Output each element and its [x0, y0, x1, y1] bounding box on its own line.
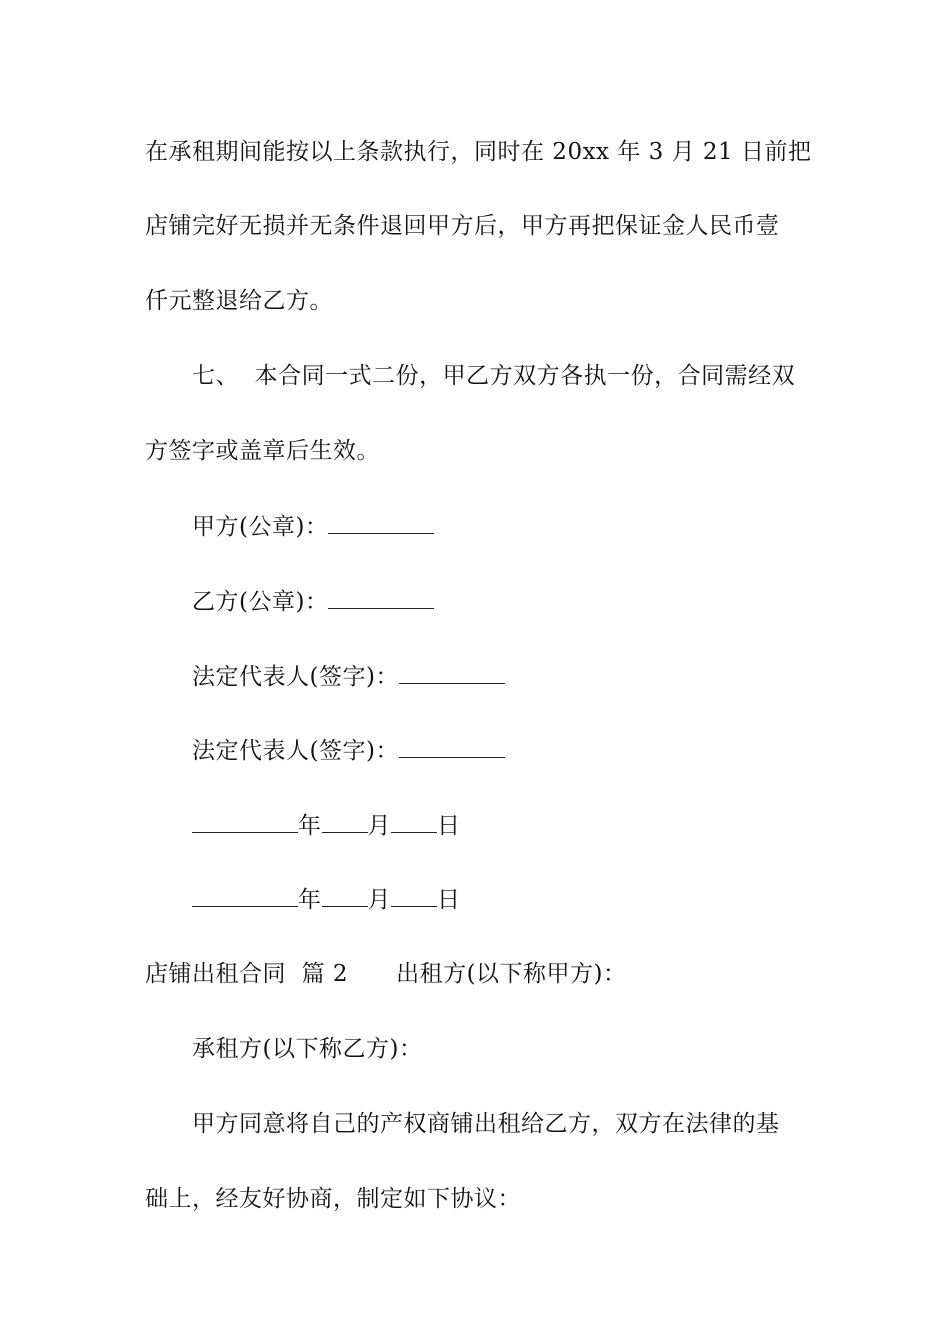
day-blank	[391, 884, 437, 907]
body-text-line: 在承租期间能按以上条款执行，同时在 20xx 年 3 月 21 日前把	[145, 139, 812, 165]
party-a-seal-blank	[328, 511, 434, 534]
month-blank	[322, 884, 368, 907]
year-blank	[192, 884, 298, 907]
day-label: 日	[437, 813, 461, 839]
lessor-label: 出租方(以下称甲方)：	[396, 961, 627, 987]
body-text-line: 甲方同意将自己的产权商铺出租给乙方，双方在法律的基	[192, 1111, 780, 1137]
legal-rep-blank	[399, 735, 505, 758]
body-text-line: 方签字或盖章后生效。	[145, 438, 380, 464]
day-blank	[391, 810, 437, 833]
month-blank	[322, 810, 368, 833]
party-b-seal-row	[192, 586, 434, 617]
date-row	[192, 810, 461, 841]
clause-seven-line: 七、 本合同一式二份，甲乙方双方各执一份，合同需经双	[192, 363, 796, 389]
year-label: 年	[298, 887, 322, 913]
party-a-seal-row	[192, 511, 434, 542]
party-a-seal-label: 甲方(公章)：	[192, 514, 329, 540]
date-row	[192, 884, 461, 915]
party-b-seal-blank	[328, 586, 434, 609]
lessee-label: 承租方(以下称乙方)：	[192, 1036, 423, 1062]
legal-rep-row	[192, 661, 505, 692]
party-b-seal-label: 乙方(公章)：	[192, 589, 329, 615]
section-title: 店铺出租合同 篇 2	[145, 961, 349, 987]
legal-rep-label: 法定代表人(签字)：	[192, 738, 399, 764]
body-text-line: 仟元整退给乙方。	[145, 288, 333, 314]
legal-rep-label: 法定代表人(签字)：	[192, 664, 399, 690]
legal-rep-row	[192, 735, 505, 766]
month-label: 月	[367, 813, 391, 839]
body-text-line: 础上，经友好协商，制定如下协议：	[145, 1186, 521, 1212]
section-heading-row	[145, 959, 627, 989]
year-label: 年	[298, 813, 322, 839]
year-blank	[192, 810, 298, 833]
day-label: 日	[437, 887, 461, 913]
body-text-line: 店铺完好无损并无条件退回甲方后，甲方再把保证金人民币壹	[145, 213, 780, 239]
month-label: 月	[367, 887, 391, 913]
legal-rep-blank	[399, 661, 505, 684]
